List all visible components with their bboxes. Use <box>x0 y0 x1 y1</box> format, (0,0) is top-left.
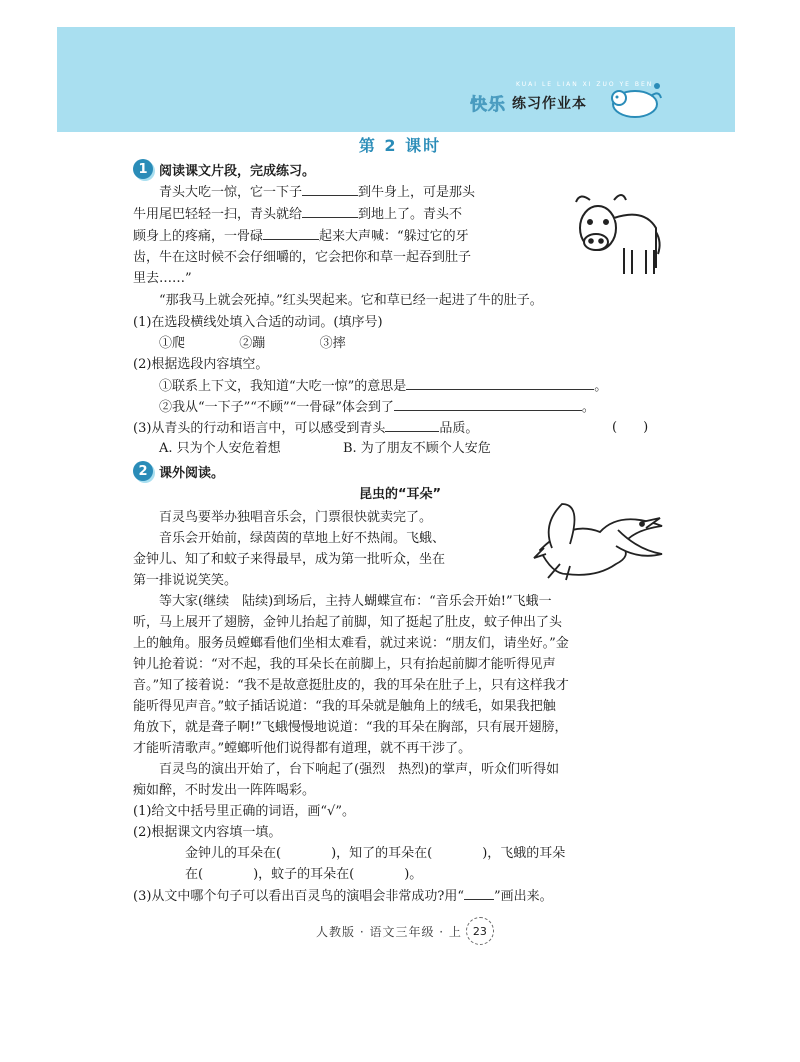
section2-heading <box>133 460 224 482</box>
brand-pinyin: KUAI LE LIAN XI ZUO YE BEN <box>516 81 654 88</box>
page-footer <box>316 915 494 947</box>
s2-q2-line2: 在( )，蚊子的耳朵在( )。 <box>185 867 423 882</box>
s1-q2-b: ②我从“一下子”“不顾”“一骨碌”体会到了 。 <box>159 396 595 418</box>
passage2-line: 音乐会开始前，绿茵茵的草地上好不热闹。飞蛾、 <box>159 531 446 546</box>
brand-sub: 练习作业本 <box>512 96 587 112</box>
passage1-line: 牛用尾巴轻轻一扫，青头就给 到地上了。青头不 <box>133 203 462 225</box>
blank[interactable] <box>302 181 358 196</box>
passage1-line: 里去……” <box>133 271 192 286</box>
section1-number: 1 <box>133 159 153 179</box>
passage2-line: 音。”知了接着说：“我不是故意挺肚皮的，我的耳朵在肚子上，只有这样我才 <box>133 678 569 693</box>
edition-label: 人教版 · 语文三年级 · 上 <box>316 924 462 939</box>
section2-number: 2 <box>133 461 153 481</box>
blank[interactable] <box>406 375 594 390</box>
option-a: A. 只为个人安危着想 <box>159 441 281 456</box>
s1-q2: (2)根据选段内容填空。 <box>133 357 269 372</box>
page-number: 23 <box>466 917 494 945</box>
passage2-line: 痴如醉，不时发出一阵阵喝彩。 <box>133 783 316 798</box>
s2-q2: (2)根据课文内容填一填。 <box>133 825 282 840</box>
s1-q3: (3)从青头的行动和语言中，可以感受到青头 品质。 <box>133 417 478 439</box>
s2-q3: (3)从文中哪个句子可以看出百灵鸟的演唱会非常成功?用“ ”画出来。 <box>133 885 553 907</box>
passage1-line: 青头大吃一惊，它一下子 到牛身上，可是那头 <box>159 181 475 203</box>
passage2-line: 听，马上展开了翅膀，金钟儿抬起了前脚，知了挺起了肚皮，蚊子伸出了头 <box>133 615 563 630</box>
reading-title: 昆虫的“耳朵” <box>358 487 442 502</box>
option-2: ②蹦 <box>239 336 266 351</box>
passage2-line: 百灵鸟要举办独唱音乐会，门票很快就卖完了。 <box>159 510 433 525</box>
lark-bird-illustration <box>530 500 670 584</box>
passage2-line: 金钟儿、知了和蚊子来得最早，成为第一批听众，坐在 <box>133 552 446 567</box>
cartoon-sheep-icon <box>605 78 665 122</box>
passage2-line: 等大家(继续 陆续)到场后，主持人蝴蝶宣布：“音乐会开始!”飞蛾一 <box>159 594 552 609</box>
passage2-line: 上的触角。服务员螳螂看他们坐相太难看，就过来说：“朋友们，请坐好。”金 <box>133 636 569 651</box>
passage2-line: 才能听清歌声。”螳螂听他们说得都有道理，就不再干涉了。 <box>133 741 472 756</box>
section1-heading-text: 阅读课文片段，完成练习。 <box>159 163 316 179</box>
brand-logo <box>470 81 670 124</box>
passage2-line: 第一排说说笑笑。 <box>133 573 238 588</box>
blank[interactable] <box>263 225 319 240</box>
section2-heading-text: 课外阅读。 <box>159 465 225 481</box>
option-1: ①爬 <box>159 336 186 351</box>
brand-main: 快乐 <box>470 95 506 115</box>
s2-q2-line1: 金钟儿的耳朵在( )，知了的耳朵在( )，飞蛾的耳朵 <box>185 846 566 861</box>
blank[interactable] <box>385 417 439 432</box>
s1-q1-options <box>159 333 346 354</box>
option-3: ③摔 <box>319 336 346 351</box>
passage2-line: 能听得见声音。”蚊子插话说道：“我的耳朵就是触角上的绒毛，如果我把触 <box>133 699 556 714</box>
s2-q1: (1)给文中括号里正确的词语，画“√”。 <box>133 804 355 819</box>
s1-q3-options <box>159 438 491 459</box>
lesson-title: 第 2 课时 <box>358 136 442 155</box>
passage2-line: 钟儿抢着说：“对不起，我的耳朵长在前脚上，只有抬起前脚才能听得见声 <box>133 657 556 672</box>
blank[interactable] <box>302 203 358 218</box>
section1-heading <box>133 158 315 180</box>
passage2-line: 百灵鸟的演出开始了，台下响起了(强烈 热烈)的掌声，听众们听得如 <box>159 762 560 777</box>
answer-bracket[interactable]: ( ) <box>612 420 649 435</box>
passage1-line: 顾身上的疼痛，一骨碌 起来大声喊：“躲过它的牙 <box>133 225 469 247</box>
blank[interactable] <box>394 396 582 411</box>
option-b: B. 为了朋友不顾个人安危 <box>342 441 491 456</box>
passage1-line: “那我马上就会死掉。”红头哭起来。它和草已经一起进了牛的肚子。 <box>159 293 543 308</box>
ox-illustration <box>568 188 664 284</box>
passage1-line: 齿，牛在这时候不会仔细嚼的，它会把你和草一起吞到肚子 <box>133 250 472 265</box>
passage2-line: 角放下，就是聋子啊!”飞蛾慢慢地说道：“我的耳朵在胸部，只有展开翅膀， <box>133 720 568 735</box>
s1-q1: (1)在选段横线处填入合适的动词。(填序号) <box>133 315 383 330</box>
underline-sample <box>464 885 494 900</box>
s1-q2-a: ①联系上下文，我知道“大吃一惊”的意思是 。 <box>159 375 607 397</box>
